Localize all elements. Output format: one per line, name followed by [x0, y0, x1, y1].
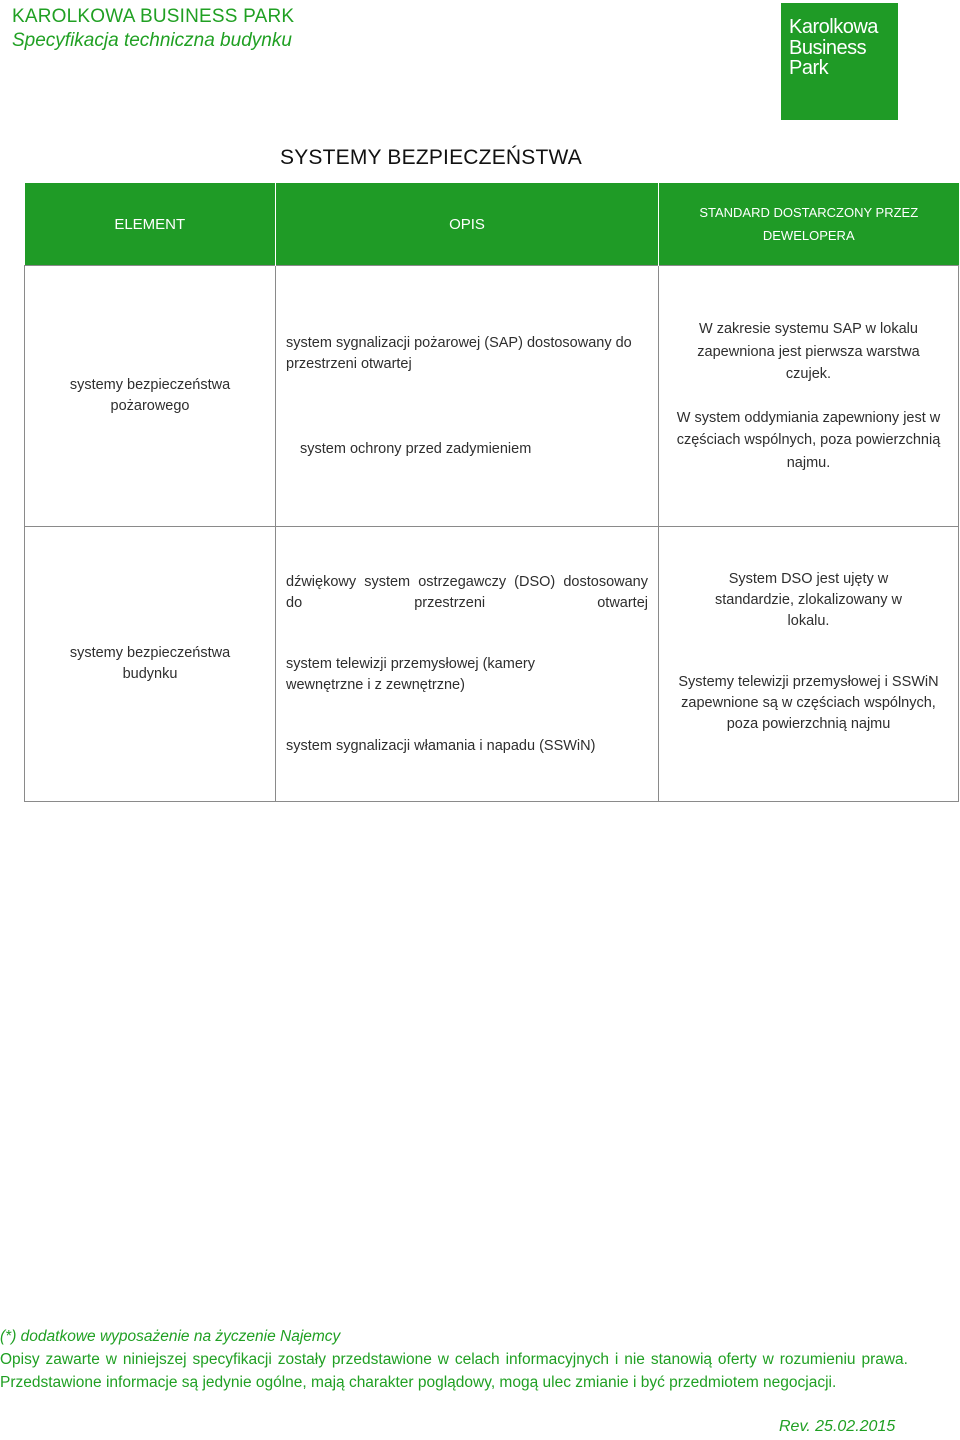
description-item: system ochrony przed zadymieniem: [300, 440, 532, 457]
table-header-row: [25, 183, 959, 266]
header-opis: OPIS: [276, 183, 659, 266]
description-item: [286, 572, 648, 614]
header-standard: [659, 183, 959, 266]
company-name: KAROLKOWA BUSINESS PARK: [12, 6, 295, 27]
revision-label: Rev. 25.02.2015: [779, 1418, 896, 1435]
footnote: (*) dodatkowe wyposażenie na życzenie Najemcy: [0, 1328, 341, 1345]
company-logo: [781, 3, 898, 120]
table-row-building-safety: [25, 527, 959, 802]
header-standard-line2: DEWELOPERA: [762, 228, 855, 243]
standard-cell: [659, 527, 959, 802]
footer: [0, 1325, 908, 1394]
header-element: ELEMENT: [25, 183, 276, 266]
document-subtitle: Specyfikacja techniczna budynku: [12, 30, 292, 51]
element-cell: systemy bezpieczeństwa pożarowego: [25, 266, 276, 527]
description-cell: [276, 266, 659, 527]
standard-cell: [659, 266, 959, 527]
logo-line-karolkowa: Karolkowa: [789, 16, 878, 38]
table-row-fire-safety: [25, 266, 959, 527]
document-header: [12, 6, 294, 54]
standard-item: System DSO jest ujęty w standardzie, zlokalizowany w lokalu.: [715, 571, 902, 629]
description-text: dźwiękowy system ostrzegawczy (DSO) dostosowany do przestrzeni otwartej: [286, 573, 648, 611]
logo-line-park: Park: [789, 57, 829, 79]
description-item: system sygnalizacji włamania i napadu (SSWiN): [286, 737, 596, 754]
standard-item: Systemy telewizji przemysłowej i SSWiN zapewnione są w częściach wspólnych, poza powierzchnią najmu: [678, 674, 939, 732]
element-cell: systemy bezpieczeństwa budynku: [25, 527, 276, 802]
header-standard-line1: STANDARD DOSTARCZONY PRZEZ: [699, 205, 919, 220]
security-systems-table: [24, 183, 959, 802]
standard-item: W system oddymiania zapewniony jest w częściach wspólnych, poza powierzchnią najmu.: [676, 409, 941, 471]
description-item: system sygnalizacji pożarowej (SAP) dostosowany do przestrzeni otwartej: [286, 334, 632, 372]
description-cell: [276, 527, 659, 802]
standard-item: W zakresie systemu SAP w lokalu zapewniona jest pierwsza warstwa czujek.: [697, 321, 920, 382]
logo-line-business: Business: [789, 37, 867, 59]
disclaimer: Opisy zawarte w niniejszej specyfikacji zostały przedstawione w celach informacyjnych i nie stanowią oferty w rozumieniu prawa. Przedstawione informacje są jedynie ogólne, mają charakter poglądowy, mogą ulec zmianie i być przedmiotem negocjacji.: [0, 1351, 908, 1391]
description-item: system telewizji przemysłowej (kamery wewnętrzne i z zewnętrzne): [286, 655, 535, 693]
section-title: SYSTEMY BEZPIECZEŃSTWA: [280, 146, 582, 169]
